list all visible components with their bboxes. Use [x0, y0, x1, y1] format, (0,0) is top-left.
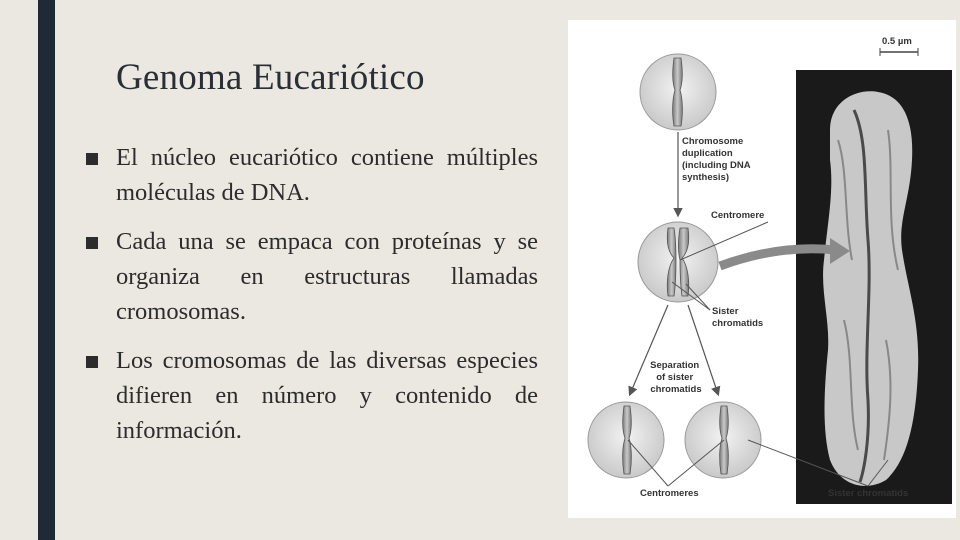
bullet-text: Cada una se empaca con proteínas y se organiza en estructuras llamadas cromosomas. — [116, 228, 538, 325]
bullet-list — [86, 140, 538, 462]
slide-title: Genoma Eucariótico — [116, 57, 425, 98]
bullet-square-icon — [86, 356, 98, 368]
centromere-label: Centromere — [711, 210, 765, 221]
micrograph-image — [796, 70, 952, 504]
sister-chromatids-bottom-label: Sister chromatids — [828, 488, 909, 499]
bullet-item — [86, 224, 538, 329]
duplication-label: Chromosome duplication (including DNA synthesis) — [682, 136, 751, 183]
bullet-item — [86, 140, 538, 210]
chromosome-single — [673, 58, 683, 126]
centromeres-label: Centromeres — [640, 488, 699, 499]
sister-chromatids-label: Sister chromatids — [712, 306, 764, 329]
cell-middle — [638, 222, 718, 302]
bullet-square-icon — [86, 237, 98, 249]
bullet-square-icon — [86, 153, 98, 165]
chromosome-figure — [568, 20, 956, 518]
bullet-text: El núcleo eucariótico contiene múltiples moléculas de DNA. — [116, 144, 538, 206]
chromosome-diagram — [568, 20, 956, 518]
left-accent-bar — [38, 0, 55, 540]
separation-label: Separation of sister chromatids — [650, 360, 702, 395]
bullet-text: Los cromosomas de las diversas especies difieren en número y contenido de información. — [116, 347, 538, 444]
scale-bar-label: 0.5 µm — [882, 36, 912, 47]
bullet-item — [86, 343, 538, 448]
